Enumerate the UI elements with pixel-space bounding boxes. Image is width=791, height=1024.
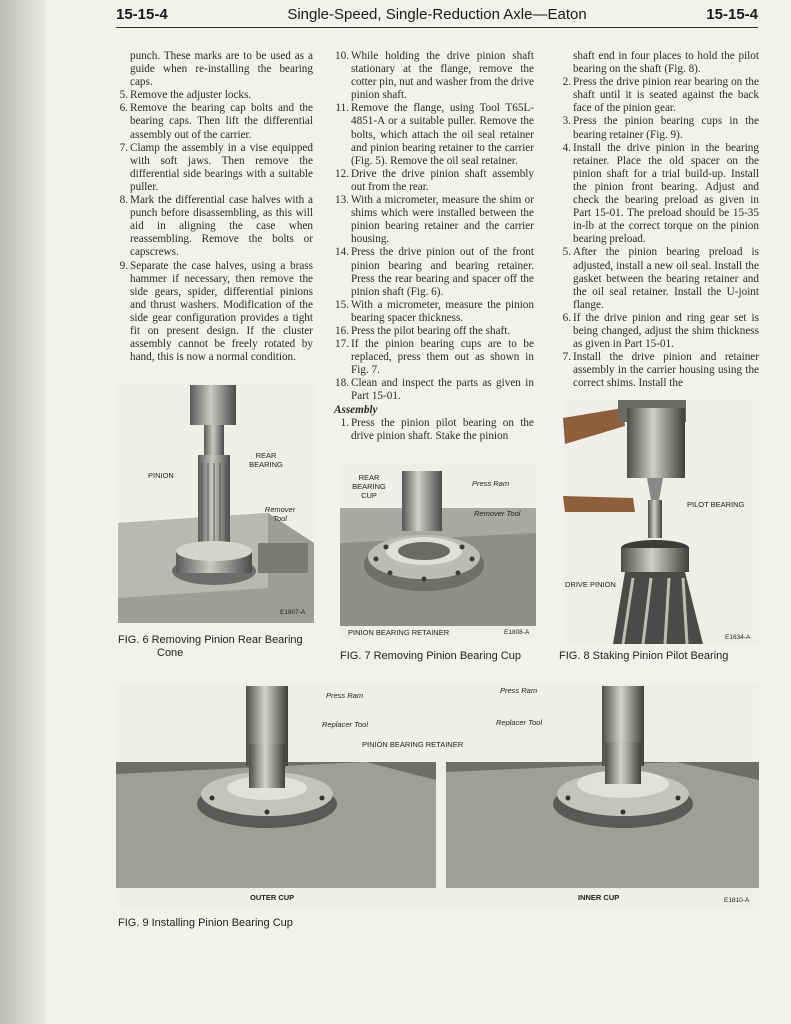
step-17: 17. If the pinion bearing cups are to be replaced, press them out as shown in Fig. 7.: [335, 338, 534, 377]
fig9-code: E1810-A: [724, 897, 750, 904]
fig8-photo: [563, 400, 759, 644]
fig6-caption: FIG. 6 Removing Pinion Rear Bearing Cone: [118, 634, 303, 659]
fig7-photo: [340, 463, 536, 639]
assembly-step-2: 2. Press the drive pinion rear bearing on the shaft until it is seated against the back face of the pinion gear.: [562, 76, 759, 115]
step-6: 6. Remove the bearing cap bolts and the bearing caps. Then lift the differential assembly out of the carrier.: [119, 102, 313, 141]
fig8-illustration: [563, 400, 759, 644]
assembly-step-5: 5. After the pinion bearing preload is adjusted, install a new oil seal. Install the gasket between the bearing retainer and the oil seal retainer. Install the U-joint flange.: [562, 246, 759, 311]
assembly-step-3: 3. Press the pinion bearing cups in the bearing retainer (Fig. 9).: [562, 115, 759, 141]
page-number-right: 15-15-4: [706, 6, 758, 23]
fig7-label-rear-bearing-cup: REAR BEARING CUP: [352, 473, 386, 500]
fig7-caption: FIG. 7 Removing Pinion Bearing Cup: [340, 650, 521, 662]
fig9-label-replacer-tool-right: Replacer Tool: [496, 718, 542, 727]
fig9-photo: [116, 684, 759, 906]
fig8-label-pilot-bearing: PILOT BEARING: [687, 500, 745, 509]
fig9-label-press-ram-left: Press Ram: [326, 691, 364, 700]
fig9-label-press-ram-right: Press Ram: [500, 686, 538, 695]
step-8: 8. Mark the differential case halves with a punch before disassembling, as this will aid in aligning the case when reassembling. Remove the bolts or capscrews.: [119, 194, 313, 259]
step-11: 11. Remove the flange, using Tool T65L-4851-A or a suitable puller. Remove the bolts, which attach the oil seal retainer and pinion bearing retainer to the carrier (Fig. 5). Remove the oil seal retainer.: [335, 102, 534, 167]
fig7-label-retainer: PINION BEARING RETAINER: [348, 628, 450, 637]
text-column-1: [113, 50, 313, 364]
col3-intro: shaft end in four places to hold the pilot bearing on the shaft (Fig. 8).: [573, 50, 759, 76]
step-18: 18. Clean and inspect the parts as given in Part 15-01.: [335, 377, 534, 403]
fig9-label-outer-cup: OUTER CUP: [250, 893, 295, 902]
fig7-code: E1808-A: [504, 629, 530, 636]
page-title: Single-Speed, Single-Reduction Axle—Eaton: [287, 6, 587, 23]
fig7-label-remover-tool: Remover Tool: [474, 509, 521, 518]
fig8-caption: FIG. 8 Staking Pinion Pilot Bearing: [559, 650, 729, 662]
header-rule: [116, 27, 758, 28]
step-13: 13. With a micrometer, measure the shim or shims which were installed between the pinion bearing retainer and the carrier housing.: [335, 194, 534, 246]
text-column-2: [334, 50, 534, 443]
step-16: 16. Press the pilot bearing off the shaft.: [335, 324, 511, 337]
fig6-label-remover-tool: Remover Tool: [264, 505, 296, 523]
step-15: 15. With a micrometer, measure the pinion bearing spacer thickness.: [335, 298, 534, 324]
fig7-label-press-ram: Press Ram: [472, 479, 510, 488]
fig9-label-replacer-tool-left: Replacer Tool: [322, 720, 368, 729]
assembly-step-4: 4. Install the drive pinion in the bearing retainer. Place the old spacer on the pinion shaft for a trial build-up. Install the pinion front bearing. Adjust and check the bearing preload as given in Part 15-01. The preload should be 15-35 in-lb at the correct torque on the pinion bearing preload.: [562, 141, 759, 246]
step-12: 12. Drive the drive pinion shaft assembly out from the rear.: [335, 167, 534, 193]
book-binding-edge: [0, 0, 46, 1024]
fig6-photo: [118, 383, 314, 623]
fig8-label-drive-pinion: DRIVE PINION: [565, 580, 616, 589]
fig6-label-rear-bearing: REAR BEARING: [249, 451, 283, 469]
step-10: 10. While holding the drive pinion shaft stationary at the flange, remove the cotter pin, nut and washer from the drive pinion shaft.: [335, 50, 534, 102]
fig9-caption: FIG. 9 Installing Pinion Bearing Cup: [118, 917, 293, 929]
assembly-step-7: 7. Install the drive pinion and retainer assembly in the carrier housing using the correct shims. Install the: [562, 351, 759, 390]
col1-intro: punch. These marks are to be used as a guide when re-installing the bearing caps.: [130, 50, 313, 89]
assembly-step-1: 1. Press the pinion pilot bearing on the drive pinion shaft. Stake the pinion: [340, 416, 534, 442]
page-number-left: 15-15-4: [116, 6, 168, 23]
step-14: 14. Press the drive pinion out of the front pinion bearing and bearing retainer. Press the rear bearing and spacer off the pinion shaft (Fig. 6).: [335, 246, 534, 298]
assembly-step-6: 6. If the drive pinion and ring gear set is being changed, adjust the shim thickness as given in Part 15-01.: [562, 311, 759, 351]
fig6-code: E1807-A: [280, 609, 306, 616]
text-column-3: [556, 50, 759, 390]
fig8-code: E1634-A: [725, 634, 751, 641]
fig9-label-retainer: PINION BEARING RETAINER: [362, 740, 464, 749]
assembly-heading: Assembly: [334, 403, 378, 416]
fig6-label-pinion: PINION: [148, 471, 174, 480]
step-5: 5. Remove the adjuster locks.: [119, 89, 252, 102]
fig9-illustration: [116, 684, 759, 906]
fig6-illustration: [118, 383, 314, 623]
step-7: 7. Clamp the assembly in a vise equipped with soft jaws. Then remove the differential side bearings with a suitable puller.: [119, 141, 313, 193]
step-9: 9. Separate the case halves, using a brass hammer if necessary, then remove the side gears, spider, differential pinions and thrust washers. Modification of the side gear configuration provides a tight fit on present design. If the cluster assembly cannot be freely rotated by hand, this is now a normal condition.: [119, 259, 313, 364]
fig9-label-inner-cup: INNER CUP: [578, 893, 620, 902]
page-header: [116, 6, 758, 28]
